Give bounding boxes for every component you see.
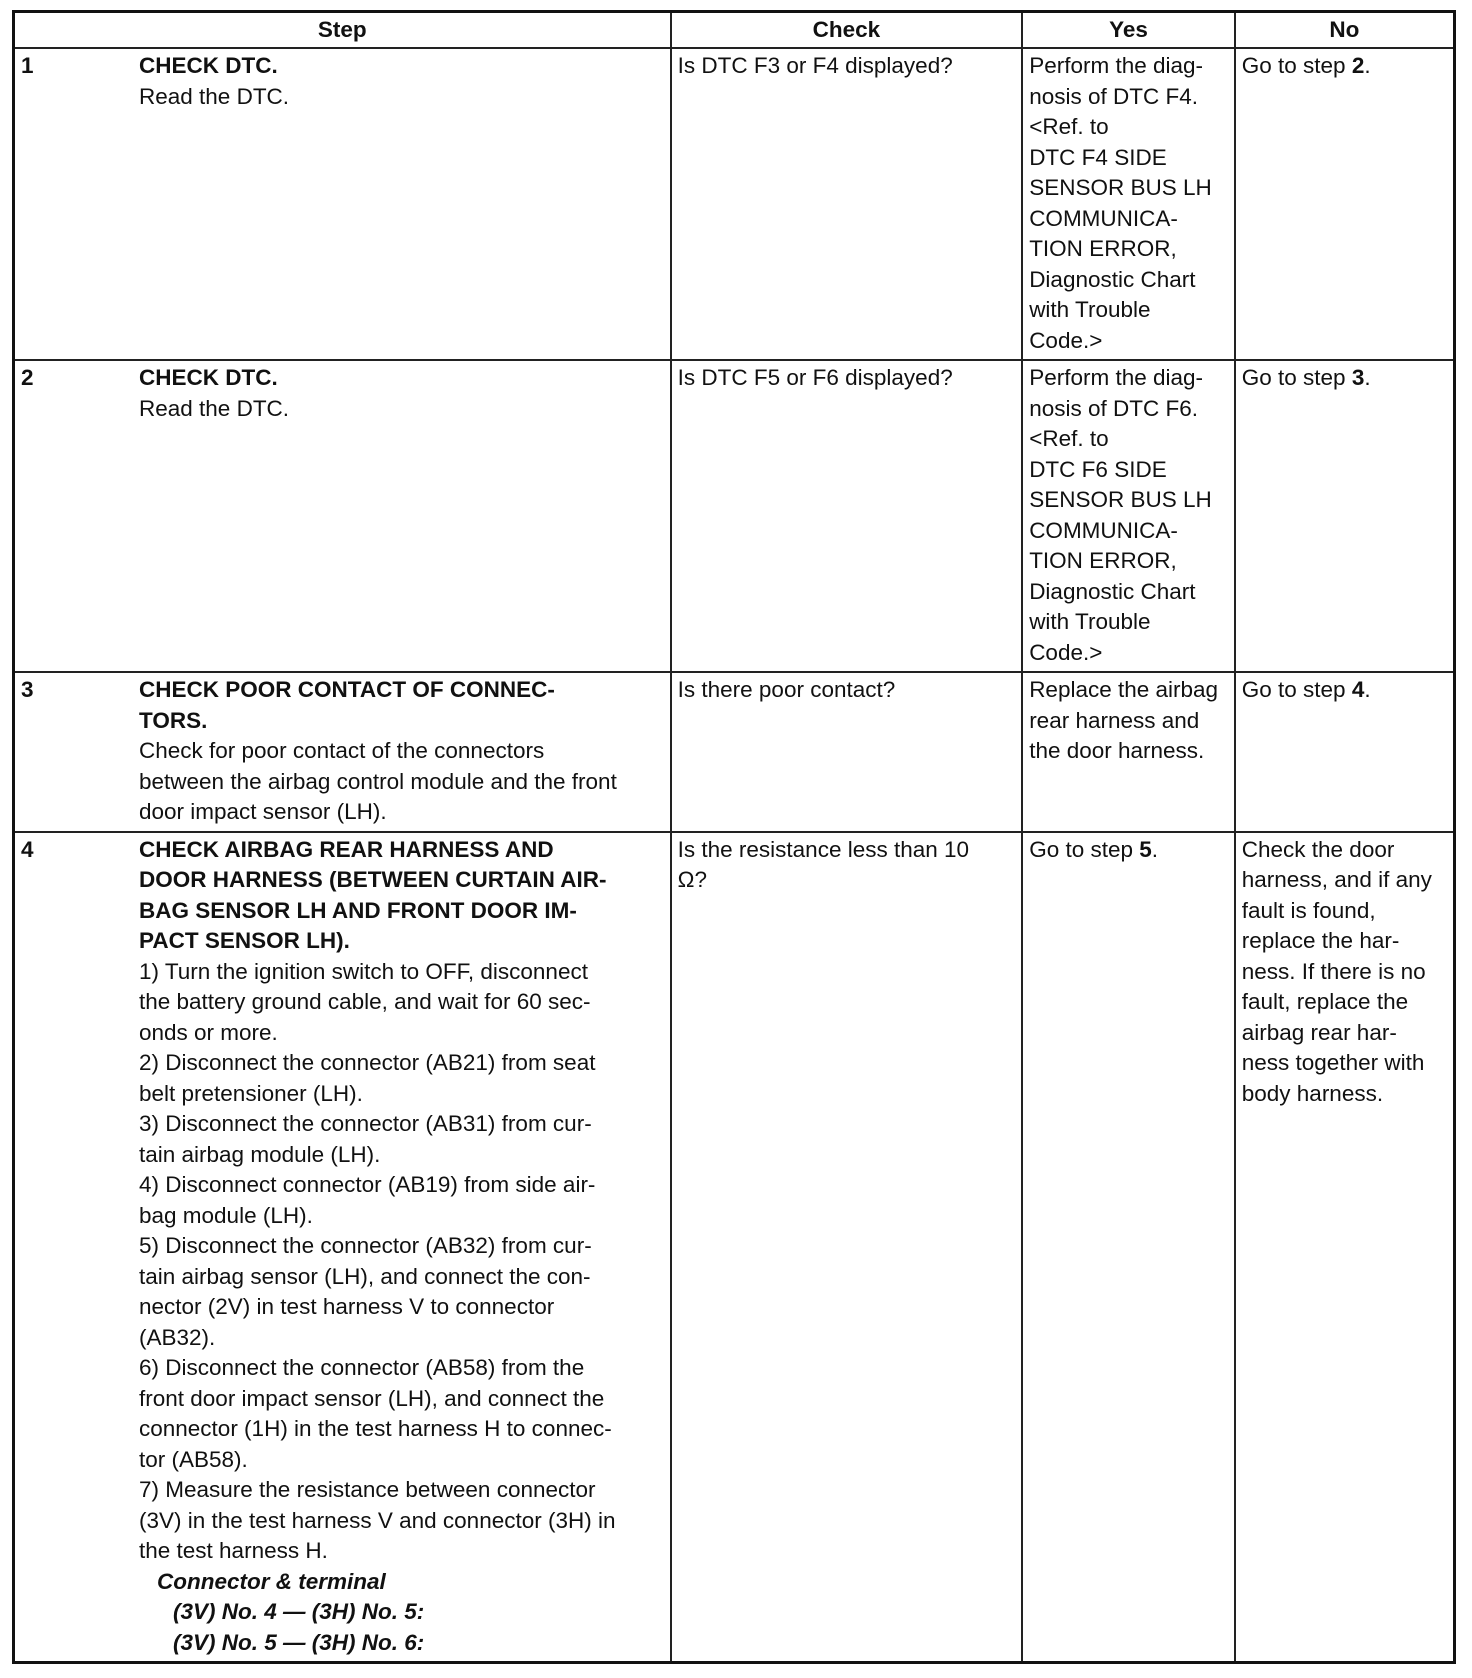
check-cell: Is DTC F5 or F6 displayed? (671, 360, 1023, 672)
step-cell (14, 672, 671, 832)
goto-step-number: 5 (1139, 836, 1152, 862)
no-cell: Check the door harness, and if any fault is found, replace the har- ness. If there is no fault, replace the airbag rear har- ness together with body harness. (1235, 832, 1455, 1663)
table-header-row (14, 12, 1455, 49)
step-cell (14, 48, 671, 360)
table-row (14, 672, 1455, 832)
step-title: CHECK DTC. (139, 53, 278, 78)
header-yes: Yes (1022, 12, 1235, 49)
yes-cell: Replace the airbag rear harness and the door harness. (1022, 672, 1235, 832)
no-text-end: . (1364, 53, 1371, 78)
check-cell: Is there poor contact? (671, 672, 1023, 832)
no-text: Go to step (1241, 677, 1352, 702)
header-no: No (1235, 12, 1455, 49)
yes-text: Go to step (1029, 836, 1140, 862)
no-cell (1235, 672, 1455, 832)
step-instruction: Read the DTC. (139, 395, 290, 421)
procedure-step-2: 2) Disconnect the connector (AB21) from seat belt pretensioner (LH). (139, 1050, 596, 1106)
connector-terminal-line: (3V) No. 5 — (3H) No. 6: (173, 1629, 425, 1655)
procedure-step-1: 1) Turn the ignition switch to OFF, disconnect the battery ground cable, and wait for 60 sec- onds or more. (139, 958, 591, 1045)
goto-step-number: 3 (1351, 365, 1365, 390)
check-cell: Is the resistance less than 10 Ω? (671, 832, 1023, 1663)
step-number: 4 (21, 836, 34, 862)
procedure-step-3: 3) Disconnect the connector (AB31) from cur- tain airbag module (LH). (139, 1111, 592, 1167)
procedure-step-4: 4) Disconnect connector (AB19) from side air- bag module (LH). (139, 1172, 596, 1228)
step-title: CHECK AIRBAG REAR HARNESS AND DOOR HARNESS (BETWEEN CURTAIN AIR- BAG SENSOR LH AND FRONT DOOR IM- PACT SENSOR LH). (139, 836, 607, 953)
no-text-end: . (1364, 677, 1371, 702)
table-row (14, 48, 1455, 360)
goto-step-number: 2 (1351, 53, 1365, 78)
header-check: Check (671, 12, 1023, 49)
no-text: Go to step (1241, 53, 1352, 78)
table-row (14, 832, 1455, 1663)
no-text-end: . (1364, 365, 1371, 390)
step-number: 3 (21, 677, 34, 702)
step-instruction: Read the DTC. (139, 83, 290, 109)
table-row (14, 360, 1455, 672)
step-cell (14, 360, 671, 672)
header-step: Step (14, 12, 671, 49)
no-text: Go to step (1241, 365, 1352, 390)
step-title: CHECK POOR CONTACT OF CONNEC- TORS. (139, 677, 555, 733)
goto-step-number: 4 (1351, 677, 1365, 702)
step-cell (14, 832, 671, 1663)
connector-terminal-line: (3V) No. 4 — (3H) No. 5: (173, 1599, 425, 1624)
yes-cell: Perform the diag- nosis of DTC F4. <Ref. to DTC F4 SIDE SENSOR BUS LH COMMUNICA- TION ERROR, Diagnostic Chart with Trouble Code.> (1022, 48, 1235, 360)
diagnostic-table (12, 10, 1456, 1664)
procedure-step-6: 6) Disconnect the connector (AB58) from the front door impact sensor (LH), and connect the connector (1H) in the test harness H to connec- tor (AB58). (139, 1355, 612, 1472)
no-cell (1235, 48, 1455, 360)
check-cell: Is DTC F3 or F4 displayed? (671, 48, 1023, 360)
yes-cell: Perform the diag- nosis of DTC F6. <Ref. to DTC F6 SIDE SENSOR BUS LH COMMUNICA- TION ERROR, Diagnostic Chart with Trouble Code.> (1022, 360, 1235, 672)
connector-heading: Connector & terminal (157, 1568, 386, 1594)
no-cell (1235, 360, 1455, 672)
step-number: 2 (21, 365, 34, 390)
document-page (12, 10, 1456, 1664)
procedure-step-7: 7) Measure the resistance between connector (3V) in the test harness V and connector (3H) in the test harness H. (139, 1477, 616, 1563)
step-instruction: Check for poor contact of the connectors between the airbag control module and the front door impact sensor (LH). (139, 738, 617, 824)
step-number: 1 (21, 53, 34, 78)
step-title: CHECK DTC. (139, 365, 278, 390)
procedure-step-5: 5) Disconnect the connector (AB32) from cur- tain airbag sensor (LH), and connect the con- nector (2V) in test harness V to connector (AB32). (139, 1233, 592, 1350)
yes-cell (1022, 832, 1235, 1663)
yes-text-end: . (1151, 836, 1159, 862)
